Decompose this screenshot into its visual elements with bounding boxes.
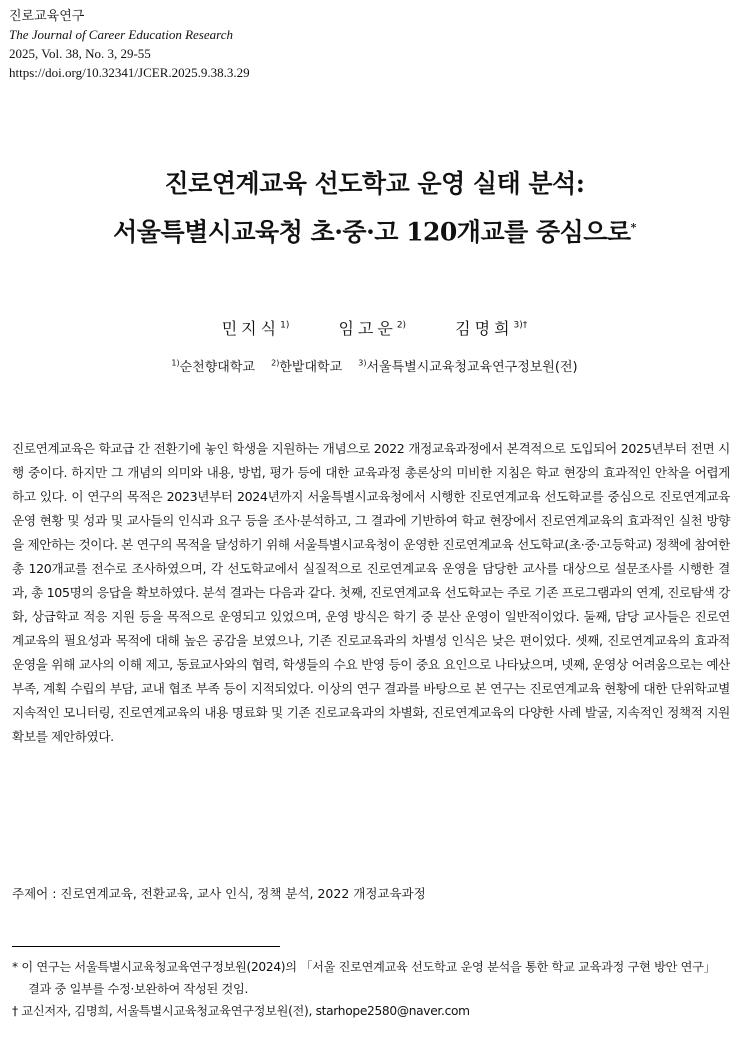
paper-title: [0, 162, 749, 254]
author: [455, 316, 527, 339]
author: [222, 316, 290, 339]
title-line-2-text: 서울특별시교육청 초·중·고 120개교를 중심으로: [113, 217, 631, 247]
journal-header: [9, 6, 250, 82]
affiliation-name: 서울특별시교육청교육연구정보원(전): [366, 360, 578, 375]
affiliation: [171, 360, 255, 375]
affiliation-list: [0, 356, 749, 375]
footnote-corresponding-author: † 교신저자, 김명희, 서울특별시교육청교육연구정보원(전), starhope2580@naver.com: [12, 1004, 470, 1018]
affiliation: [271, 360, 342, 375]
footnote-divider: [12, 946, 280, 947]
affiliation-mark: 1): [171, 358, 180, 368]
journal-name-english: The Journal of Career Education Research: [9, 27, 233, 42]
author: [338, 316, 406, 339]
title-line-2: [0, 206, 749, 254]
affiliation-mark: 3): [358, 358, 367, 368]
footnotes: [12, 956, 730, 1022]
affiliation-name: 순천향대학교: [179, 360, 255, 375]
doi-link[interactable]: https://doi.org/10.32341/JCER.2025.9.38.3.29: [9, 65, 250, 80]
title-line-1: 진로연계교육 선도학교 운영 실태 분석:: [164, 169, 585, 198]
title-footnote-mark: *: [630, 221, 636, 234]
author-name: 민지식: [221, 319, 281, 338]
author-name: 김명희: [455, 319, 514, 338]
affiliation-mark: 2): [271, 358, 280, 368]
author-list: [0, 316, 749, 339]
affiliation: [358, 360, 577, 375]
author-mark: 1): [280, 320, 290, 331]
author-name: 임고운: [338, 319, 397, 338]
author-mark: 3)†: [513, 320, 528, 331]
footnote-funding: * 이 연구는 서울특별시교육청교육연구정보원(2024)의 「서울 진로연계교육 선도학교 운영 분석을 통한 학교 교육과정 구현 방안 연구」 결과 중 일부를 수정·보완하여 작성된 것임.: [12, 960, 716, 996]
keywords: 주제어 : 진로연계교육, 전환교육, 교사 인식, 정책 분석, 2022 개정교육과정: [12, 886, 426, 901]
affiliation-name: 한밭대학교: [279, 360, 343, 375]
author-mark: 2): [396, 320, 407, 331]
journal-name-korean: 진로교육연구: [9, 8, 85, 23]
volume-info: 2025, Vol. 38, No. 3, 29-55: [9, 46, 151, 61]
abstract-text: 진로연계교육은 학교급 간 전환기에 놓인 학생을 지원하는 개념으로 2022 개정교육과정에서 본격적으로 도입되어 2025년부터 전면 시행 중이다. 하지만 그 개념의 의미와 내용, 방법, 평가 등에 대한 교육과정 총론상의 미비한 지침은 학교 현장의 효과적인 안착을 어렵게 하고 있다. 이 연구의 목적은 2023년부터 2024년까지 서울특별시교육청에서 시행한 진로연계교육 선도학교를 중심으로 진로연계교육 운영 현황 및 성과 및 교사들의 인식과 요구 등을 조사·분석하고, 그 결과에 기반하여 학교 현장에서 진로연계교육의 효과적인 실천 방향을 제안하는 것이다. 본 연구의 목적을 달성하기 위해 서울특별시교육청이 운영한 진로연계교육 선도학교(초·중·고등학교) 정책에 참여한 총 120개교를 전수로 조사하였으며, 각 선도학교에서 실질적으로 진로연계교육 운영을 담당한 교사를 대상으로 설문조사를 시행한 결과, 총 105명의 응답을 확보하였다. 분석 결과는 다음과 같다. 첫째, 진로연계교육 선도학교는 주로 기존 프로그램과의 연계, 진로탐색 강화, 상급학교 적응 지원 등을 목적으로 운영되고 있었으며, 운영 방식은 학기 중 분산 운영이 일반적이었다. 둘째, 담당 교사들은 진로연계교육의 필요성과 목적에 대해 높은 공감을 보였으나, 기존 진로교육과의 차별성 인식은 낮은 편이었다. 셋째, 진로연계교육의 효과적 운영을 위해 교사의 이해 제고, 동료교사와의 협력, 학생들의 수요 반영 등이 중요 요인으로 나타났으며, 넷째, 운영상 어려움으로는 예산 부족, 계획 수립의 부담, 교내 협조 부족 등이 지적되었다. 이상의 연구 결과를 바탕으로 본 연구는 진로연계교육 현황에 대한 단위학교별 지속적인 모니터링, 진로연계교육의 내용 명료화 및 기존 진로교육과의 차별화, 진로연계교육의 다양한 사례 발굴, 지속적인 정책적 지원 확보를 제안하였다.: [12, 441, 730, 744]
